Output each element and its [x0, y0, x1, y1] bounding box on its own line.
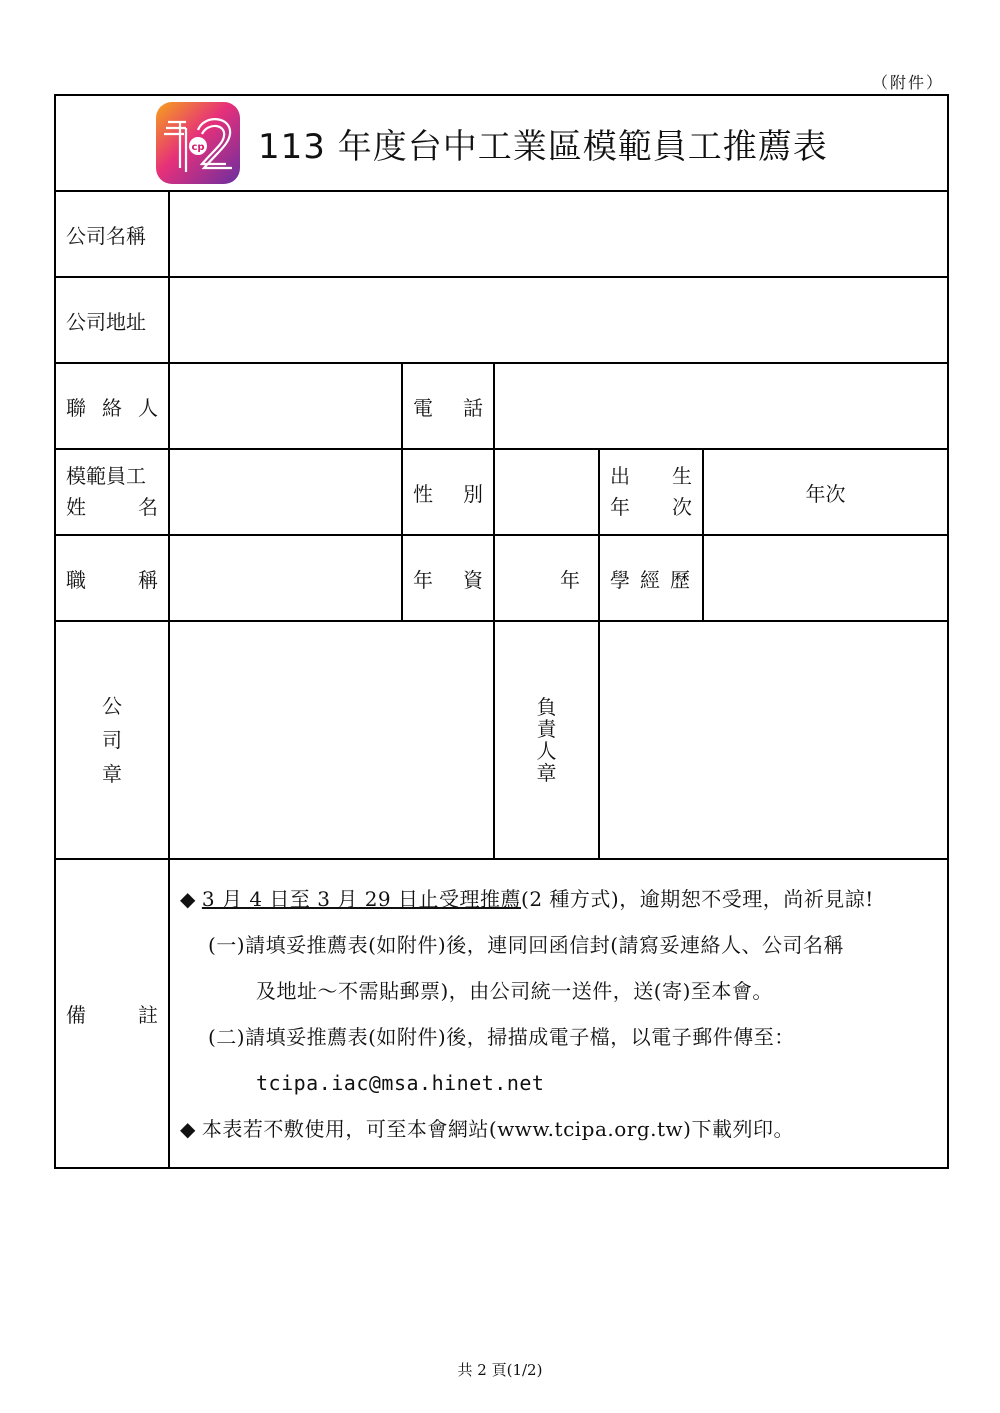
- responsible-seal-field[interactable]: [599, 621, 948, 859]
- recommendation-form: [54, 94, 949, 1169]
- tcipa-logo-icon: [154, 100, 242, 186]
- company-name-label: 公司名稱: [55, 191, 169, 277]
- company-address-label: 公司地址: [55, 277, 169, 363]
- employee-name-field[interactable]: [169, 449, 402, 535]
- remarks-label: 備 註: [55, 859, 169, 1168]
- responsible-seal-label: 負 責 人 章: [494, 621, 599, 859]
- seniority-label: 年 資: [402, 535, 494, 621]
- phone-label: 電 話: [402, 363, 494, 449]
- email-link[interactable]: tcipa.iac@msa.hinet.net: [256, 1070, 545, 1095]
- remarks-line-2: (一)請填妥推薦表(如附件)後，連同回函信封(請寫妥連絡人、公司名稱: [208, 932, 845, 957]
- company-address-field[interactable]: [169, 277, 948, 363]
- remarks-line-1: ◆ 3 月 4 日至 3 月 29 日止受理推薦(2 種方式)，逾期恕不受理，尚祈見諒!: [180, 886, 874, 911]
- job-title-field[interactable]: [169, 535, 402, 621]
- company-seal-label: 公 司 章: [55, 621, 169, 859]
- contact-person-field[interactable]: [169, 363, 402, 449]
- attachment-label: （附件）: [871, 73, 944, 92]
- company-seal-field[interactable]: [169, 621, 494, 859]
- contact-person-label: 聯 絡 人: [55, 363, 169, 449]
- job-title-label: 職 稱: [55, 535, 169, 621]
- gender-label: 性 別: [402, 449, 494, 535]
- bullet-icon: ◆: [180, 886, 196, 911]
- birth-year-field[interactable]: [703, 449, 948, 535]
- education-field[interactable]: [703, 535, 948, 621]
- page-footer: 共 2 頁(1/2): [457, 1361, 543, 1379]
- remarks-line-6: ◆ 本表若不敷使用，可至本會網站(www.tcipa.org.tw)下載列印。: [180, 1116, 794, 1141]
- bullet-icon: ◆: [180, 1116, 196, 1141]
- remarks-content: [169, 859, 948, 1168]
- company-name-field[interactable]: [169, 191, 948, 277]
- logo-monogram: cp: [191, 142, 205, 153]
- form-title: 113 年度台中工業區模範員工推薦表: [258, 126, 828, 167]
- education-label: 學 經 歷: [599, 535, 703, 621]
- birth-year-suffix: 年次: [805, 481, 846, 506]
- remarks-line-3: 及地址～不需貼郵票)，由公司統一送件，送(寄)至本會。: [256, 978, 773, 1003]
- remarks-line-4: (二)請填妥推薦表(如附件)後，掃描成電子檔，以電子郵件傳至：: [208, 1024, 795, 1049]
- employee-name-label: 模範員工 姓 名: [55, 449, 169, 535]
- gender-field[interactable]: [494, 449, 599, 535]
- remarks-email: [180, 1060, 947, 1106]
- form-header: [55, 95, 948, 191]
- seniority-unit: 年: [560, 567, 580, 592]
- deadline-text: 3 月 4 日至 3 月 29 日止受理推薦: [201, 886, 522, 911]
- birth-year-label: 出 生 年 次: [599, 449, 703, 535]
- phone-field[interactable]: [494, 363, 948, 449]
- seniority-field[interactable]: [494, 535, 599, 621]
